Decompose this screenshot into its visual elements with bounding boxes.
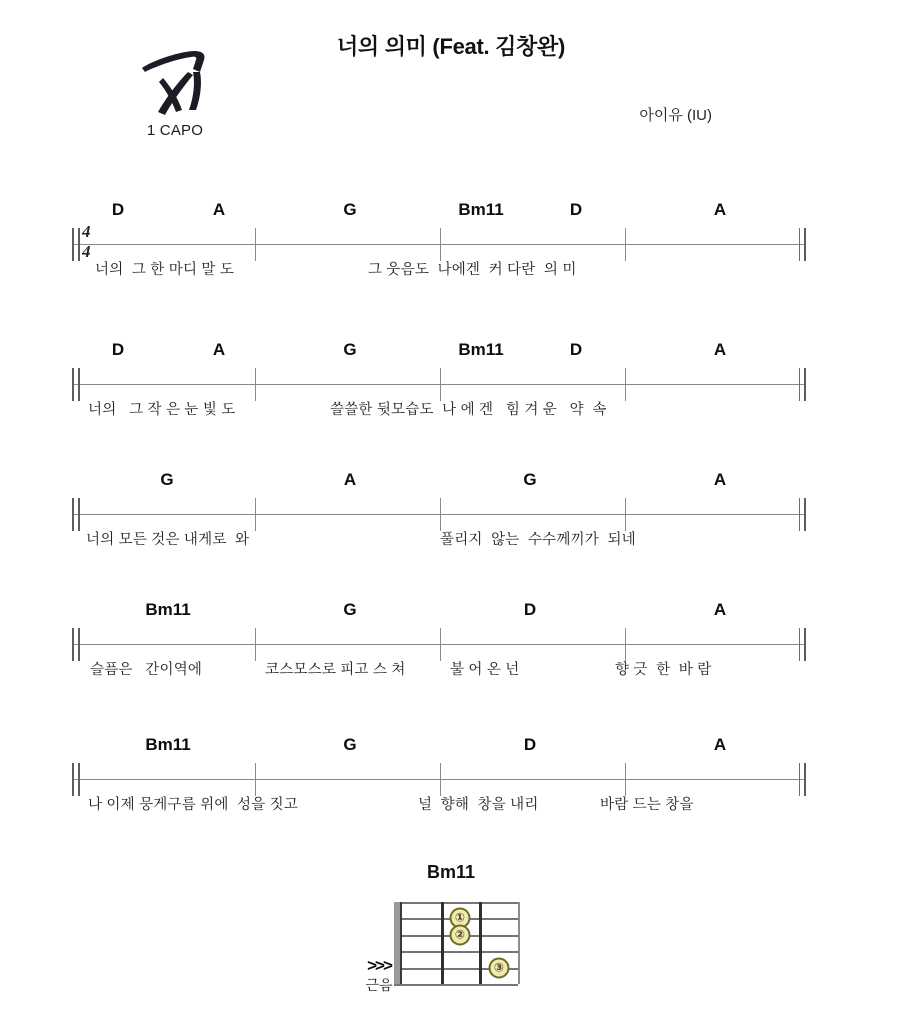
- start-barline: [72, 368, 74, 401]
- staff-line: [72, 644, 806, 645]
- time-signature-numerator: 4: [82, 222, 91, 241]
- staff: [0, 498, 902, 532]
- chord-label[interactable]: A: [713, 735, 727, 754]
- lyric-text: 너의 그 한 마디 말 도: [95, 262, 235, 278]
- chord-row: [0, 600, 902, 630]
- chord-label[interactable]: Bm11: [458, 340, 504, 359]
- chord-label[interactable]: G: [343, 735, 357, 754]
- sheet-header: [0, 0, 902, 180]
- chord-label[interactable]: G: [343, 340, 357, 359]
- barline: [255, 763, 256, 796]
- lyric-row: [0, 793, 902, 823]
- chord-label[interactable]: A: [343, 470, 357, 489]
- start-barline: [78, 628, 80, 661]
- staff-system: [0, 200, 902, 320]
- capo-block: [120, 48, 230, 139]
- barline: [625, 228, 626, 261]
- end-barline: [804, 498, 806, 531]
- chord-label[interactable]: A: [713, 600, 727, 619]
- chord-label[interactable]: A: [713, 200, 727, 219]
- start-barline: [78, 228, 80, 261]
- staff-system: [0, 735, 902, 855]
- end-barline: [804, 763, 806, 796]
- lyric-text: 풀리지 않는 수수께끼가 되네: [440, 532, 636, 548]
- fretboard-fret: [479, 902, 482, 984]
- staff-line: [72, 244, 806, 245]
- fretboard-string: [394, 951, 518, 953]
- chord-label[interactable]: G: [160, 470, 174, 489]
- barline: [440, 628, 441, 661]
- start-barline: [72, 628, 74, 661]
- lyric-text: 코스모스로 피고 스 쳐: [265, 662, 406, 678]
- start-barline: [78, 498, 80, 531]
- chord-label[interactable]: D: [111, 340, 125, 359]
- finger-dot[interactable]: ①: [450, 908, 471, 929]
- staff-system: [0, 470, 902, 590]
- lyric-text: 너의 모든 것은 내게로 와: [86, 532, 250, 548]
- chord-row: [0, 200, 902, 230]
- start-barline: [72, 498, 74, 531]
- barline: [255, 498, 256, 531]
- capo-icon: [136, 48, 214, 120]
- end-barline: [799, 228, 800, 261]
- staff-system: [0, 600, 902, 720]
- root-note-marker: [348, 958, 410, 995]
- fretboard-fret: [441, 902, 444, 984]
- end-barline: [804, 228, 806, 261]
- lyric-text: 바람 드는 창을: [600, 797, 694, 813]
- chord-diagram-name: Bm11: [426, 862, 476, 882]
- chord-label[interactable]: A: [713, 470, 727, 489]
- lyric-text: 불 어 온 넌: [450, 662, 520, 678]
- chord-label[interactable]: D: [523, 735, 537, 754]
- chord-label[interactable]: Bm11: [145, 735, 191, 754]
- start-barline: [72, 763, 74, 796]
- staff: [0, 763, 902, 797]
- lyric-row: [0, 528, 902, 558]
- chord-label[interactable]: D: [523, 600, 537, 619]
- staff-line: [72, 384, 806, 385]
- page-title: 너의 의미 (Feat. 김창완): [336, 34, 565, 59]
- lyric-text: 슬픔은 간이역에: [90, 662, 203, 678]
- lyric-text: 쓸쓸한 뒷모습도 나 에 겐 힘 겨 운 약 속: [330, 402, 607, 418]
- barline: [625, 498, 626, 531]
- barline: [440, 228, 441, 261]
- barline: [440, 368, 441, 401]
- chord-row: [0, 470, 902, 500]
- staff-system: [0, 340, 902, 460]
- finger-dot[interactable]: ②: [450, 925, 471, 946]
- fretboard-string: [394, 902, 518, 904]
- end-barline: [799, 498, 800, 531]
- lyric-text: 널 향해 창을 내리: [418, 797, 539, 813]
- fretboard-diagram: [394, 902, 518, 984]
- chord-label[interactable]: A: [212, 200, 226, 219]
- lyric-text: 너의 그 작 은 눈 빛 도: [88, 402, 236, 418]
- lyric-text: 향 긋 한 바 람: [615, 662, 712, 678]
- fretboard-fret: [518, 902, 520, 984]
- chord-label[interactable]: Bm11: [458, 200, 504, 219]
- chord-label[interactable]: G: [343, 200, 357, 219]
- barline: [440, 763, 441, 796]
- end-barline: [804, 628, 806, 661]
- barline: [255, 628, 256, 661]
- staff: [0, 628, 902, 662]
- lyric-text: 나 이제 뭉게구름 위에 성을 짓고: [88, 797, 299, 813]
- start-barline: [78, 368, 80, 401]
- barline: [255, 368, 256, 401]
- fretboard-string: [394, 984, 518, 986]
- staff: [0, 368, 902, 402]
- staff-line: [72, 514, 806, 515]
- chord-label[interactable]: G: [523, 470, 537, 489]
- staff-line: [72, 779, 806, 780]
- time-signature-denominator: 4: [82, 242, 91, 261]
- end-barline: [799, 368, 800, 401]
- chord-row: [0, 735, 902, 765]
- artist-name: 아이유 (IU): [639, 107, 712, 124]
- lyric-row: [0, 658, 902, 688]
- chord-label[interactable]: D: [569, 200, 583, 219]
- chord-label[interactable]: D: [111, 200, 125, 219]
- barline: [255, 228, 256, 261]
- chord-label[interactable]: A: [713, 340, 727, 359]
- barline: [625, 763, 626, 796]
- start-barline: [72, 228, 74, 261]
- capo-label: 1 CAPO: [146, 122, 204, 139]
- lyric-row: [0, 258, 902, 288]
- start-barline: [78, 763, 80, 796]
- lyric-row: [0, 398, 902, 428]
- barline: [625, 628, 626, 661]
- chord-label[interactable]: Bm11: [145, 600, 191, 619]
- finger-dot[interactable]: ③: [489, 958, 510, 979]
- chord-label[interactable]: D: [569, 340, 583, 359]
- end-barline: [799, 628, 800, 661]
- lyric-text: 그 웃음도 나에겐 커 다란 의 미: [368, 262, 577, 278]
- barline: [440, 498, 441, 531]
- chord-row: [0, 340, 902, 370]
- chord-label[interactable]: A: [212, 340, 226, 359]
- barline: [625, 368, 626, 401]
- end-barline: [799, 763, 800, 796]
- chord-diagram-block: [0, 862, 902, 1024]
- chord-label[interactable]: G: [343, 600, 357, 619]
- root-note-label: 근음: [365, 977, 393, 993]
- root-arrows-icon: >>>: [367, 956, 391, 975]
- end-barline: [804, 368, 806, 401]
- staff: [0, 222, 902, 262]
